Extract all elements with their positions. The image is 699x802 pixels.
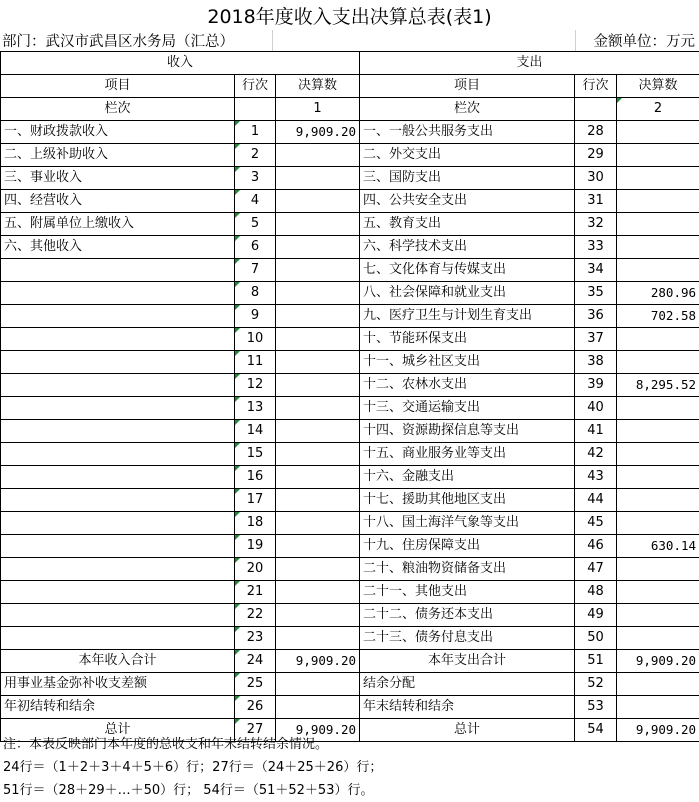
expense-item-cell[interactable]: 五、教育支出 [360,213,575,236]
income-item-cell[interactable]: 一、财政拨款收入 [1,121,235,144]
column-number-row [1,98,699,121]
summary-row [1,650,699,673]
section-header-row [1,52,699,75]
table-row [1,351,699,374]
income-line-cell[interactable]: 22 [235,604,276,627]
expense-item-cell[interactable]: 六、科学技术支出 [360,236,575,259]
income-line-cell[interactable]: 5 [235,213,276,236]
table-row [1,604,699,627]
income-amount-cell[interactable] [276,351,360,374]
income-amount-cell[interactable] [276,374,360,397]
income-item-cell[interactable]: 五、附属单位上缴收入 [1,213,235,236]
income-line-cell[interactable]: 15 [235,443,276,466]
income-amount-cell[interactable] [276,236,360,259]
income-amount-cell[interactable] [276,397,360,420]
expense-item-cell[interactable]: 十三、交通运输支出 [360,397,575,420]
expense-line-cell[interactable]: 32 [575,213,617,236]
expense-item-cell[interactable]: 四、公共安全支出 [360,190,575,213]
expense-item-cell[interactable]: 年末结转和结余 [360,696,575,719]
expense-amount-cell[interactable] [617,696,699,719]
expense-item-cell[interactable]: 十四、资源勘探信息等支出 [360,420,575,443]
income-item-cell[interactable] [1,443,235,466]
expense-amount-cell[interactable]: 9,909.20 [617,719,699,742]
income-item-cell[interactable] [1,581,235,604]
expense-item-cell[interactable]: 九、医疗卫生与计划生育支出 [360,305,575,328]
income-item-cell[interactable] [1,374,235,397]
expense-line-cell[interactable]: 53 [575,696,617,719]
income-line-cell[interactable]: 7 [235,259,276,282]
expense-line-cell[interactable]: 45 [575,512,617,535]
table-row [1,236,699,259]
table-row [1,627,699,650]
expense-item-header[interactable]: 项目 [360,75,575,98]
expense-line-cell[interactable]: 36 [575,305,617,328]
income-item-cell[interactable] [1,466,235,489]
income-item-cell[interactable]: 二、上级补助收入 [1,144,235,167]
expense-line-cell[interactable]: 35 [575,282,617,305]
expense-line-cell[interactable]: 34 [575,259,617,282]
income-line-cell[interactable]: 2 [235,144,276,167]
income-amount-cell[interactable] [276,673,360,696]
expense-amount-cell[interactable] [617,190,699,213]
expense-item-cell[interactable]: 二十二、债务还本支出 [360,604,575,627]
income-col-label[interactable]: 栏次 [1,98,235,121]
expense-amount-cell[interactable] [617,121,699,144]
expense-amount-cell[interactable] [617,420,699,443]
income-line-cell[interactable]: 26 [235,696,276,719]
income-line-cell[interactable]: 3 [235,167,276,190]
income-item-cell[interactable] [1,512,235,535]
income-line-cell[interactable]: 1 [235,121,276,144]
department-label: 部门：武汉市武昌区水务局（汇总） [2,34,234,50]
summary-row [1,696,699,719]
note-line: 24行＝（1＋2＋3＋4＋5＋6）行；27行＝（24＋25＋26）行； [3,760,383,775]
expense-amount-cell[interactable] [617,213,699,236]
table-row [1,144,699,167]
expense-amount-cell[interactable] [617,627,699,650]
expense-item-cell[interactable]: 二、外交支出 [360,144,575,167]
table-row [1,305,699,328]
table-row [1,443,699,466]
expense-item-cell[interactable]: 十二、农林水支出 [360,374,575,397]
note-line: 51行＝（28＋29＋…＋50）行； 54行＝（51＋52＋53）行。 [3,783,374,798]
expense-item-cell[interactable]: 十八、国土海洋气象等支出 [360,512,575,535]
expense-col-label[interactable]: 栏次 [360,98,575,121]
expense-item-cell[interactable]: 十九、住房保障支出 [360,535,575,558]
income-amount-cell[interactable] [276,512,360,535]
table-row [1,420,699,443]
expense-item-cell[interactable]: 总计 [360,719,575,742]
expense-amount-cell[interactable] [617,443,699,466]
expense-line-cell[interactable]: 42 [575,443,617,466]
income-line-cell[interactable]: 19 [235,535,276,558]
income-item-cell[interactable] [1,420,235,443]
income-line-cell[interactable]: 9 [235,305,276,328]
table-row [1,121,699,144]
income-col-blank[interactable] [235,98,276,121]
income-line-cell[interactable]: 8 [235,282,276,305]
income-amount-cell[interactable] [276,443,360,466]
expense-amount-cell[interactable]: 702.58 [617,305,699,328]
income-amount-cell[interactable]: 9,909.20 [276,650,360,673]
income-item-cell[interactable] [1,282,235,305]
income-item-cell[interactable]: 用事业基金弥补收支差额 [1,673,235,696]
income-item-cell[interactable]: 年初结转和结余 [1,696,235,719]
expense-amount-cell[interactable] [617,512,699,535]
expense-section-header[interactable]: 支出 [360,52,699,75]
income-item-cell[interactable]: 本年收入合计 [1,650,235,673]
income-amount-cell[interactable] [276,558,360,581]
expense-amount-cell[interactable] [617,328,699,351]
income-amount-header[interactable]: 决算数 [276,75,360,98]
expense-amount-cell[interactable]: 9,909.20 [617,650,699,673]
income-item-cell[interactable] [1,305,235,328]
expense-line-header[interactable]: 行次 [575,75,617,98]
table-row [1,374,699,397]
income-amount-cell[interactable] [276,144,360,167]
expense-amount-cell[interactable] [617,558,699,581]
income-amount-cell[interactable] [276,328,360,351]
expense-amount-cell[interactable]: 280.96 [617,282,699,305]
expense-line-cell[interactable]: 28 [575,121,617,144]
income-amount-cell[interactable] [276,581,360,604]
expense-line-cell[interactable]: 31 [575,190,617,213]
notes-section [0,733,699,802]
expense-col-blank[interactable] [575,98,617,121]
income-item-cell[interactable] [1,351,235,374]
income-item-cell[interactable] [1,558,235,581]
income-item-cell[interactable] [1,489,235,512]
table-row [1,489,699,512]
income-item-cell[interactable] [1,627,235,650]
expense-amount-cell[interactable] [617,489,699,512]
income-amount-cell[interactable]: 9,909.20 [276,121,360,144]
expense-line-cell[interactable]: 47 [575,558,617,581]
expense-line-cell[interactable]: 30 [575,167,617,190]
income-amount-cell[interactable] [276,259,360,282]
expense-line-cell[interactable]: 44 [575,489,617,512]
table-row [1,466,699,489]
expense-item-cell[interactable]: 十六、金融支出 [360,466,575,489]
income-section-header[interactable]: 收入 [1,52,360,75]
expense-amount-cell[interactable] [617,351,699,374]
expense-line-cell[interactable]: 49 [575,604,617,627]
expense-item-cell[interactable]: 二十三、债务付息支出 [360,627,575,650]
income-line-cell[interactable]: 6 [235,236,276,259]
expense-item-cell[interactable]: 十、节能环保支出 [360,328,575,351]
column-header-row [1,75,699,98]
expense-line-cell[interactable]: 38 [575,351,617,374]
income-item-cell[interactable] [1,259,235,282]
expense-amount-cell[interactable]: 8,295.52 [617,374,699,397]
income-line-cell[interactable]: 25 [235,673,276,696]
expense-line-cell[interactable]: 51 [575,650,617,673]
header-divider [272,30,273,52]
income-line-cell[interactable]: 23 [235,627,276,650]
note-line: 注：本表反映部门本年度的总收支和年末结转结余情况。 [3,737,329,752]
expense-line-cell[interactable]: 46 [575,535,617,558]
income-amount-cell[interactable] [276,190,360,213]
income-amount-cell[interactable] [276,213,360,236]
income-line-cell[interactable]: 16 [235,466,276,489]
expense-line-cell[interactable]: 41 [575,420,617,443]
income-amount-cell[interactable] [276,282,360,305]
expense-line-cell[interactable]: 54 [575,719,617,742]
expense-line-cell[interactable]: 40 [575,397,617,420]
expense-amount-cell[interactable] [617,604,699,627]
unit-label: 金额单位：万元 [593,34,695,50]
expense-item-cell[interactable]: 十五、商业服务业等支出 [360,443,575,466]
expense-item-cell[interactable]: 一、一般公共服务支出 [360,121,575,144]
expense-line-cell[interactable]: 52 [575,673,617,696]
income-amount-cell[interactable]: 9,909.20 [276,719,360,742]
expense-amount-cell[interactable] [617,236,699,259]
income-line-cell[interactable]: 14 [235,420,276,443]
expense-item-cell[interactable]: 八、社会保障和就业支出 [360,282,575,305]
table-row [1,512,699,535]
income-amount-cell[interactable] [276,305,360,328]
expense-amount-header[interactable]: 决算数 [617,75,699,98]
income-line-cell[interactable]: 13 [235,397,276,420]
expense-line-cell[interactable]: 50 [575,627,617,650]
income-amount-cell[interactable] [276,420,360,443]
expense-line-cell[interactable]: 33 [575,236,617,259]
table-row [1,558,699,581]
expense-amount-cell[interactable]: 630.14 [617,535,699,558]
table-row [1,282,699,305]
expense-col-number[interactable]: 2 [617,98,699,121]
table-row [1,328,699,351]
income-line-cell[interactable]: 11 [235,351,276,374]
expense-amount-cell[interactable] [617,259,699,282]
expense-item-cell[interactable]: 三、国防支出 [360,167,575,190]
expense-item-cell[interactable]: 本年支出合计 [360,650,575,673]
income-item-cell[interactable]: 六、其他收入 [1,236,235,259]
income-item-cell[interactable] [1,397,235,420]
income-line-cell[interactable]: 12 [235,374,276,397]
expense-amount-cell[interactable] [617,673,699,696]
income-amount-cell[interactable] [276,466,360,489]
expense-line-cell[interactable]: 43 [575,466,617,489]
income-amount-cell[interactable] [276,535,360,558]
income-line-cell[interactable]: 4 [235,190,276,213]
expense-item-cell[interactable]: 十七、援助其他地区支出 [360,489,575,512]
table-row [1,535,699,558]
page-title: 2018年度收入支出决算总表(表1) [207,6,492,28]
expense-line-cell[interactable]: 39 [575,374,617,397]
income-item-cell[interactable] [1,535,235,558]
table-row [1,397,699,420]
income-line-cell[interactable]: 21 [235,581,276,604]
income-amount-cell[interactable] [276,627,360,650]
expense-amount-cell[interactable] [617,397,699,420]
expense-line-cell[interactable]: 37 [575,328,617,351]
income-line-header[interactable]: 行次 [235,75,276,98]
income-line-cell[interactable]: 18 [235,512,276,535]
income-amount-cell[interactable] [276,696,360,719]
income-item-cell[interactable]: 三、事业收入 [1,167,235,190]
income-item-header[interactable]: 项目 [1,75,235,98]
income-item-cell[interactable] [1,604,235,627]
table-row [1,259,699,282]
income-line-cell[interactable]: 27 [235,719,276,742]
income-amount-cell[interactable] [276,604,360,627]
expense-amount-cell[interactable] [617,466,699,489]
expense-line-cell[interactable]: 29 [575,144,617,167]
income-amount-cell[interactable] [276,167,360,190]
expense-item-cell[interactable]: 二十、粮油物资储备支出 [360,558,575,581]
table-row [1,167,699,190]
expense-amount-cell[interactable] [617,144,699,167]
table-row [1,213,699,236]
table-row [1,190,699,213]
budget-table [0,51,699,742]
table-row [1,581,699,604]
expense-item-cell[interactable]: 二十一、其他支出 [360,581,575,604]
expense-line-cell[interactable]: 48 [575,581,617,604]
expense-item-cell[interactable]: 结余分配 [360,673,575,696]
expense-item-cell[interactable]: 十一、城乡社区支出 [360,351,575,374]
expense-item-cell[interactable]: 七、文化体育与传媒支出 [360,259,575,282]
income-amount-cell[interactable] [276,489,360,512]
income-line-cell[interactable]: 17 [235,489,276,512]
income-item-cell[interactable]: 四、经营收入 [1,190,235,213]
header-divider [575,30,576,52]
income-col-number[interactable]: 1 [276,98,360,121]
income-line-cell[interactable]: 24 [235,650,276,673]
income-item-cell[interactable]: 总计 [1,719,235,742]
income-line-cell[interactable]: 10 [235,328,276,351]
income-line-cell[interactable]: 20 [235,558,276,581]
expense-amount-cell[interactable] [617,167,699,190]
expense-amount-cell[interactable] [617,581,699,604]
summary-row [1,673,699,696]
income-item-cell[interactable] [1,328,235,351]
